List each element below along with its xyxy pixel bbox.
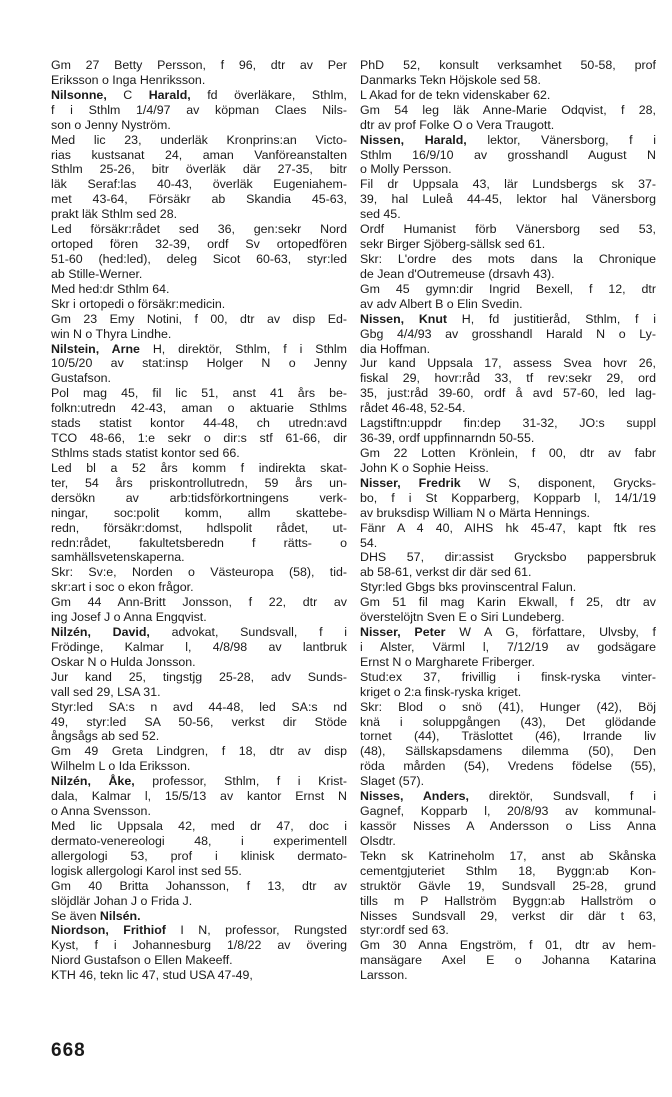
text-line [360, 729, 656, 744]
text-line [360, 610, 656, 625]
text-line [360, 312, 656, 327]
text-line [51, 759, 347, 774]
entry-text: Se även [51, 908, 100, 923]
text-line [360, 521, 656, 536]
text-line [360, 834, 656, 849]
text-line [360, 953, 656, 968]
entry-text: överstelöjtn Sven E o Siri Lundeberg. [360, 610, 565, 625]
entry-name: Nissen, Harald, [360, 132, 467, 147]
entry-text: 35, just:råd 39-60, ordf å avd 57-60, led lag- [360, 386, 656, 401]
entry-name: Nissen, Knut [360, 311, 448, 326]
entry-text: 36-39, ordf uppfinnarndn 50-55. [360, 431, 535, 446]
entry-text: Gm 40 Britta Johansson, f 13, dtr av [51, 878, 347, 893]
entry-name: Nisser, Peter [360, 625, 446, 640]
entry-text: kassör Nisses A Andersson o Liss Anna [360, 819, 656, 834]
entry-text: Gm 30 Anna Engström, f 01, dtr av hem- [360, 938, 656, 953]
text-line [51, 461, 347, 476]
entry-text: o Anna Svensson. [51, 804, 151, 819]
entry-text: Gbg 4/4/93 av grosshandl Harald N o Ly- [360, 326, 656, 341]
entry-text: röda mården (54), Vredens födelse (55), [360, 759, 656, 774]
entry-text: f i Sthlm 1/4/97 av köpman Claes Nils- [51, 102, 347, 117]
text-line [51, 580, 347, 595]
text-line [51, 386, 347, 401]
entry-text: C [123, 87, 149, 102]
text-line [360, 58, 656, 73]
entry-text: lektor, Vänersborg, f i [466, 132, 656, 147]
text-line [51, 774, 347, 789]
text-line [360, 938, 656, 953]
text-line [51, 923, 347, 938]
text-line [360, 88, 656, 103]
entry-text: Styr:led SA:s n avd 44-48, led SA:s nd [51, 699, 347, 714]
text-line [51, 73, 347, 88]
text-line [51, 521, 347, 536]
entry-text: Gm 27 Betty Persson, f 96, dtr av Per [51, 58, 347, 72]
text-line [51, 252, 347, 267]
entry-text: Gagnef, Kopparb l, 20/8/93 av kommunal- [360, 804, 656, 819]
entry-text: av bruksdisp William N o Märta Hennings. [360, 505, 590, 520]
text-line [360, 177, 656, 192]
entry-text: Kyst, f i Johannesburg 1/8/22 av övering [51, 938, 347, 953]
text-line [51, 938, 347, 953]
text-line [360, 103, 656, 118]
entry-text: Niord Gustafson o Ellen Makeeff. [51, 953, 233, 968]
entry-text: ab Stille-Werner. [51, 266, 143, 281]
entry-text: H, fd justitieråd, Sthlm, f i [447, 311, 656, 326]
text-line [360, 670, 656, 685]
text-line [360, 849, 656, 864]
entry-text: Ernst N o Margharete Friberger. [360, 654, 535, 669]
entry-text: Jur kand 25, tingstjg 25-28, adv Sunds- [51, 669, 347, 684]
text-line [51, 685, 347, 700]
text-line [51, 804, 347, 819]
text-line [51, 177, 347, 192]
entry-text: Sthlms stads statist kontor sed 66. [51, 445, 240, 460]
text-line [360, 968, 656, 983]
entry-text: rias kustsanat 24, aman Vanföreanstalten [51, 147, 347, 162]
entry-text: Gm 54 leg läk Anne-Marie Odqvist, f 28, [360, 102, 656, 117]
entry-text: TCO 48-66, 1:e sekr o dir:s stf 61-66, dir [51, 431, 347, 446]
text-line [360, 715, 656, 730]
text-line [360, 759, 656, 774]
text-line [360, 461, 656, 476]
text-line [360, 356, 656, 371]
entry-text: H, direktör, Sthlm, f i Sthlm [139, 341, 347, 356]
entry-text: Fänr A 4 40, AIHS hk 45-47, kapt ftk res [360, 520, 656, 535]
text-line [51, 237, 347, 252]
text-line [360, 192, 656, 207]
text-line [51, 819, 347, 834]
text-line [51, 133, 347, 148]
entry-text: dia Hoffman. [360, 341, 431, 356]
text-line [51, 476, 347, 491]
text-line [360, 744, 656, 759]
entry-text: kriget o 2:a finsk-ryska kriget. [360, 684, 522, 699]
text-line [360, 565, 656, 580]
entry-text: logisk allergologi Karol inst sed 55. [51, 863, 242, 878]
text-line [360, 506, 656, 521]
left-column [51, 58, 347, 983]
entry-text: Sthlm 16/9/10 av grosshandl August N [360, 147, 656, 162]
text-line [51, 536, 347, 551]
entry-text: 54. [360, 535, 378, 550]
text-line [360, 401, 656, 416]
entry-text: Ordf Humanist förb Vänersborg sed 53, [360, 222, 656, 237]
entry-text: W A G, författare, Ulvsby, f [445, 625, 656, 640]
text-line [360, 819, 656, 834]
text-line [51, 297, 347, 312]
text-line [51, 282, 347, 297]
entry-text: Led försäkr:rådet sed 36, gen:sekr Nord [51, 222, 347, 237]
entry-text: skr:art i soc o ekon frågor. [51, 580, 194, 595]
entry-text: 51-60 (hed:led), deleg Sicot 60-63, styr:led [51, 251, 347, 266]
text-line [360, 625, 656, 640]
text-line [51, 595, 347, 610]
entry-text: ab 58-61, verkst dir där sed 61. [360, 565, 532, 580]
entry-text: Styr:led Gbgs bks provinscentral Falun. [360, 580, 577, 595]
text-line [360, 297, 656, 312]
entry-text: sed 45. [360, 207, 401, 222]
entry-text: Med lic 23, underläk Kronprins:an Victo- [51, 132, 347, 147]
text-line [51, 640, 347, 655]
text-line [51, 625, 347, 640]
entry-text: läk Seraf:las 40-43, överläk Eugeniahem- [51, 177, 347, 192]
entry-text: L Akad for de tekn videnskaber 62. [360, 87, 551, 102]
text-line [51, 744, 347, 759]
text-line [51, 506, 347, 521]
entry-text: Gm 51 fil mag Karin Ekwall, f 25, dtr av [360, 595, 656, 610]
entry-text: tornet (44), Träslottet (46), Irrande liv [360, 729, 656, 744]
entry-text: dala, Kalmar l, 15/5/13 av kantor Ernst N [51, 789, 347, 804]
text-line [360, 431, 656, 446]
text-line [51, 655, 347, 670]
text-line [51, 148, 347, 163]
text-line [51, 416, 347, 431]
entry-text: win N o Thyra Lindhe. [51, 326, 172, 341]
entry-text: samhällsvetenskaperna. [51, 550, 185, 565]
text-line [51, 909, 347, 924]
text-line [51, 431, 347, 446]
entry-text: tills m P Hallström Byggn:ab Hallström o [360, 893, 656, 908]
entry-text: Jur kand Uppsala 17, assess Svea hovr 26, [360, 356, 656, 371]
text-line [51, 610, 347, 625]
entry-text: ter, 54 års priskontrollutredn, 59 års un- [51, 475, 347, 490]
entry-text: dtr av prof Folke O o Vera Traugott. [360, 117, 555, 132]
entry-text: Olsdtr. [360, 833, 396, 848]
text-line [360, 416, 656, 431]
entry-text: 49, styr:led SA 50-56, verkst dir Stöde [51, 714, 347, 729]
text-line [51, 700, 347, 715]
entry-text: dersökn av arb:tidsförkortningens verk- [51, 490, 347, 505]
text-line [360, 655, 656, 670]
text-line [51, 491, 347, 506]
text-line [360, 327, 656, 342]
entry-text: Wilhelm L o Ida Eriksson. [51, 759, 191, 774]
entry-name: Nilsonne, [51, 87, 124, 102]
text-line [360, 536, 656, 551]
text-line [360, 342, 656, 357]
text-line [51, 356, 347, 371]
entry-name: Nilsén. [99, 908, 141, 923]
entry-name: Nisses, Anders, [360, 789, 469, 804]
text-line [51, 162, 347, 177]
entry-text: Gustafson. [51, 371, 111, 386]
entry-text: Fil dr Uppsala 43, lär Lundsbergs sk 37- [360, 177, 656, 192]
entry-text: ing Josef J o Anna Engqvist. [51, 610, 207, 625]
text-line [360, 550, 656, 565]
text-line [360, 804, 656, 819]
text-line [51, 864, 347, 879]
entry-text: Sthlm 25-26, bitr överläk där 27-35, bitr [51, 162, 347, 177]
text-line [360, 446, 656, 461]
text-line [360, 148, 656, 163]
entry-name: Niordson, Frithiof [51, 923, 166, 938]
text-line [51, 446, 347, 461]
entry-text: slöjdlär Johan J o Frida J. [51, 893, 193, 908]
text-line [51, 894, 347, 909]
entry-text: fiskal 29, hovr:råd 33, tf rev:sekr 29, ord [360, 371, 656, 386]
entry-text: Stud:ex 37, frivillig i finsk-ryska vinter- [360, 669, 656, 684]
entry-text: Nisses Sundsvall 29, verkst dir där t 63, [360, 908, 656, 923]
text-line [51, 670, 347, 685]
text-line [51, 342, 347, 357]
entry-text: Eriksson o Inga Henriksson. [51, 72, 206, 87]
text-line [360, 386, 656, 401]
entry-text: mansägare Axel E o Johanna Katarina [360, 953, 656, 968]
text-line [360, 491, 656, 506]
entry-text: rådet 46-48, 52-54. [360, 401, 466, 416]
text-line [51, 968, 347, 983]
entry-name: Nilstein, Arne [51, 341, 140, 356]
entry-text: stads statist kontor 44-48, ch utredn:avd [51, 416, 347, 431]
text-line [360, 580, 656, 595]
entry-text: ningar, soc:polit komm, allm skattebe- [51, 505, 347, 520]
entry-name: Nilzén, Åke, [51, 774, 135, 789]
entry-text: KTH 46, tekn lic 47, stud USA 47-49, [51, 968, 253, 983]
entry-text: Med hed:dr Sthlm 64. [51, 281, 170, 296]
entry-text: cementgjuteriet Sthlm 18, Byggn:ab Kon- [360, 863, 656, 878]
entry-text: Tekn sk Katrineholm 17, anst ab Skånska [360, 848, 656, 863]
text-line [360, 207, 656, 222]
entry-text: fd överläkare, Sthlm, [190, 87, 347, 102]
entry-text: W S, disponent, Grycks- [460, 475, 656, 490]
entry-text: o Molly Persson. [360, 162, 452, 177]
entry-name: Nisser, Fredrik [360, 475, 461, 490]
text-line [360, 282, 656, 297]
entry-text: 39, hal Luleå 44-45, lektor hal Vänersborg [360, 192, 656, 207]
entry-text: Skr: L'ordre des mots dans la Chronique [360, 251, 656, 266]
entry-text: styr:ordf sed 63. [360, 923, 449, 938]
entry-text: knä i soluppgången (43), Det glödande [360, 714, 656, 729]
entry-text: Gm 22 Lotten Krönlein, f 00, dtr av fabr [360, 445, 656, 460]
entry-text: av adv Albert B o Elin Svedin. [360, 296, 523, 311]
text-line [51, 207, 347, 222]
entry-name: Harald, [148, 87, 191, 102]
text-line [51, 565, 347, 580]
entry-text: I N, professor, Rungsted [165, 923, 347, 938]
text-line [360, 252, 656, 267]
entry-text: son o Jenny Nyström. [51, 117, 171, 132]
entry-text: vall sed 29, LSA 31. [51, 684, 161, 699]
text-line [360, 909, 656, 924]
text-line [360, 476, 656, 491]
entry-text: Frödinge, Kalmar l, 4/8/98 av lantbruk [51, 639, 347, 654]
text-line [360, 923, 656, 938]
entry-text: Med lic Uppsala 42, med dr 47, doc i [51, 819, 347, 834]
entry-text: allergologi 53, prof i klinisk dermato- [51, 848, 347, 863]
entry-text: 10/5/20 av stat:insp Holger N o Jenny [51, 356, 347, 371]
text-line [360, 222, 656, 237]
entry-text: Larsson. [360, 968, 408, 983]
text-line [51, 729, 347, 744]
entry-text: (48), Sällskapsdamens dilemma (50), Den [360, 744, 656, 759]
text-line [360, 879, 656, 894]
text-line [51, 192, 347, 207]
text-line [360, 685, 656, 700]
text-line [51, 222, 347, 237]
text-line [360, 789, 656, 804]
text-line [51, 58, 347, 73]
entry-text: Oskar N o Hulda Jonsson. [51, 654, 196, 669]
entry-text: Gm 44 Ann-Britt Jonsson, f 22, dtr av [51, 595, 347, 610]
text-line [51, 879, 347, 894]
entry-text: John K o Sophie Heiss. [360, 460, 489, 475]
entry-text: Danmarks Tekn Höjskole sed 58. [360, 72, 541, 87]
text-line [51, 267, 347, 282]
entry-text: Skr: Blod o snö (41), Hunger (42), Böj [360, 699, 656, 714]
entry-text: prakt läk Sthlm sed 28. [51, 207, 178, 222]
entry-text: Led bl a 52 års komm f indirekta skat- [51, 460, 347, 475]
entry-text: dermato-venereologi 48, i experimentell [51, 833, 347, 848]
entry-text: direktör, Sundsvall, f i [468, 789, 656, 804]
text-line [360, 162, 656, 177]
entry-text: professor, Sthlm, f i Krist- [134, 774, 347, 789]
text-line [51, 312, 347, 327]
text-line [51, 401, 347, 416]
entry-text: struktör Gävle 19, Sundsvall 25-28, grund [360, 878, 656, 893]
entry-text: Pol mag 45, fil lic 51, anst 41 års be- [51, 386, 347, 401]
entry-text: Lagstiftn:uppdr fin:dep 31-32, JO:s suppl [360, 416, 656, 431]
entry-text: Skr: Sv:e, Norden o Västeuropa (58), tid- [51, 565, 347, 580]
entry-text: sekr Birger Sjöberg-sällsk sed 61. [360, 237, 546, 252]
text-line [360, 237, 656, 252]
entry-text: met 43-64, Försäkr ab Skandia 45-63, [51, 192, 347, 207]
text-line [360, 894, 656, 909]
text-line [51, 103, 347, 118]
text-line [51, 550, 347, 565]
entry-text: redn:rådet, fakultetsberedn f rätts- o [51, 535, 347, 550]
text-line [51, 88, 347, 103]
text-line [360, 864, 656, 879]
entry-text: PhD 52, konsult verksamhet 50-58, prof [360, 58, 656, 72]
text-line [360, 774, 656, 789]
text-line [360, 267, 656, 282]
text-line [51, 834, 347, 849]
page-number: 668 [51, 1040, 86, 1061]
text-line [51, 327, 347, 342]
text-line [51, 849, 347, 864]
text-line [360, 595, 656, 610]
text-line [360, 371, 656, 386]
text-line [360, 640, 656, 655]
right-column [360, 58, 656, 983]
entry-text: Gm 49 Greta Lindgren, f 18, dtr av disp [51, 744, 347, 759]
entry-text: Gm 45 gymn:dir Ingrid Bexell, f 12, dtr [360, 281, 656, 296]
entry-text: ångsågs ab sed 52. [51, 729, 160, 744]
entry-text: folkn:utredn 42-43, aman o aktuarie Sthlms [51, 401, 347, 416]
entry-name: Nilzén, David, [51, 625, 150, 640]
entry-text: redn, försäkr:domst, hdlspolit rådet, ut- [51, 520, 347, 535]
entry-text: DHS 57, dir:assist Grycksbo pappersbruk [360, 550, 656, 565]
text-line [360, 133, 656, 148]
text-line [51, 371, 347, 386]
entry-text: Skr i ortopedi o försäkr:medicin. [51, 296, 226, 311]
entry-text: de Jean d'Outremeuse (drsavh 43). [360, 266, 555, 281]
text-line [360, 700, 656, 715]
entry-text: bo, f i St Kopparberg, Kopparb l, 14/1/19 [360, 490, 656, 505]
entry-text: Slaget (57). [360, 774, 425, 789]
text-line [51, 953, 347, 968]
text-line [360, 73, 656, 88]
entry-text: advokat, Sundsvall, f i [149, 625, 347, 640]
text-line [51, 118, 347, 133]
text-line [51, 789, 347, 804]
entry-text: ortoped fören 32-39, ordf Sv ortopedfören [51, 237, 347, 252]
entry-text: Gm 23 Emy Notini, f 00, dtr av disp Ed- [51, 311, 347, 326]
text-line [51, 715, 347, 730]
text-line [360, 118, 656, 133]
entry-text: i Alster, Värml l, 7/12/19 av godsägare [360, 639, 656, 654]
